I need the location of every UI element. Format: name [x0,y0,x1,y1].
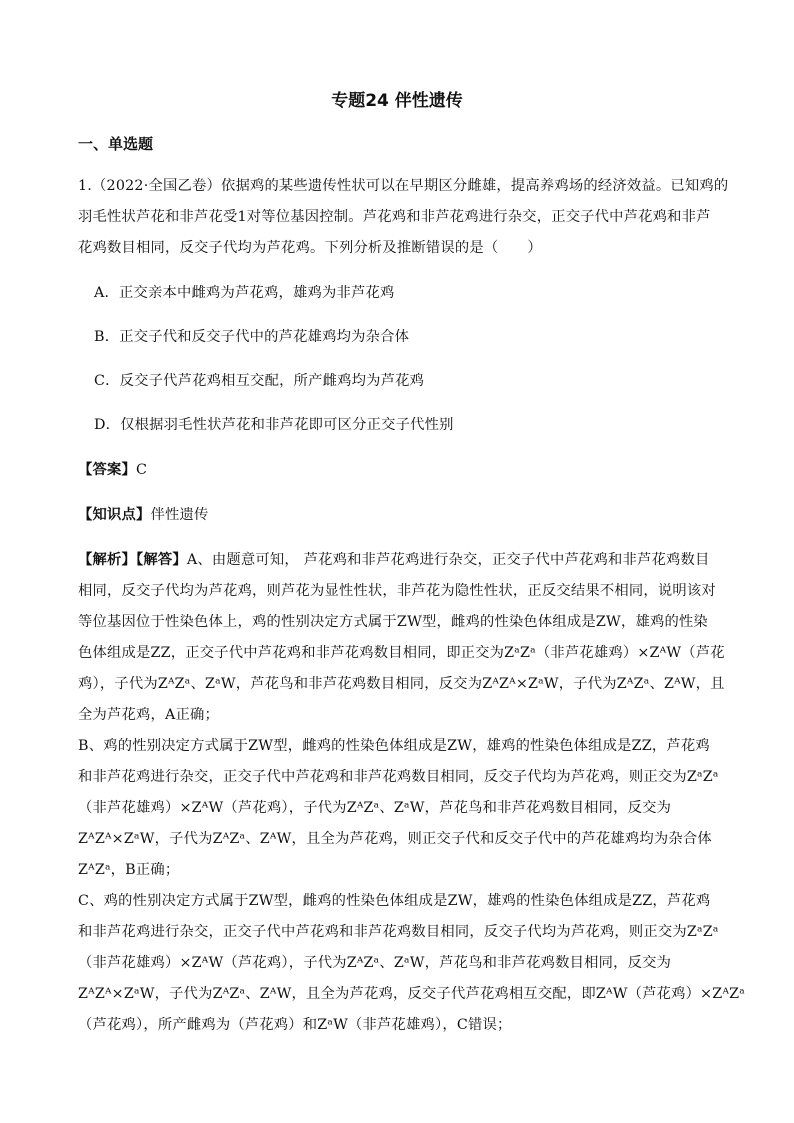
answer-label: 【答案】 [78,462,136,478]
question-line: 羽毛性状芦花和非芦花受1对等位基因控制。芦花鸡和非芦花鸡进行杂交，正交子代中芦花鸡和非芦 [78,209,711,225]
knowledge-label: 【知识点】 [78,507,151,523]
analysis-line: （芦花鸡），所产雌鸡为（芦花鸡）和ZᵃW（非芦花雄鸡），C错误； [78,1017,512,1033]
knowledge-value: 伴性遗传 [150,507,209,523]
analysis-line: 鸡），子代为ZᴬZᵃ、ZᵃW，芦花鸟和非芦花鸡数目相同，反交为ZᴬZᴬ×ZᵃW，子代为ZᴬZᵃ、ZᴬW，且 [78,676,725,692]
analysis-line: ZᴬZᴬ×ZᵃW，子代为ZᴬZᵃ、ZᴬW，且全为芦花鸡，反交子代芦花鸡相互交配，即ZᴬW（芦花鸡）×ZᴬZᵃ [78,986,745,1002]
knowledge-line [78,504,208,524]
analysis-line: 和非芦花鸡进行杂交，正交子代中芦花鸡和非芦花鸡数目相同，反交子代均为芦花鸡，则正交为ZᵃZᵃ [78,924,719,940]
analysis-line: B、鸡的性别决定方式属于ZW型，雌鸡的性染色体组成是ZW，雄鸡的性染色体组成是ZZ，芦花鸡 [78,738,710,754]
analysis-line: 和非芦花鸡进行杂交，正交子代中芦花鸡和非芦花鸡数目相同，反交子代均为芦花鸡，则正交为ZᵃZᵃ [78,769,719,785]
option-b: B．正交子代和反交子代中的芦花雄鸡均为杂合体 [94,329,410,345]
section-heading: 一、单选题 [78,135,154,153]
question-line: 花鸡数目相同，反交子代均为芦花鸡。下列分析及推断错误的是（ ） [78,240,542,256]
analysis-line: ZᴬZᵃ，B正确； [78,862,180,878]
answer-line [78,459,147,479]
analysis-line: 全为芦花鸡，A正确； [78,707,219,723]
answer-value: C [136,462,148,478]
analysis-label: 【解析】【解答】 [78,552,187,568]
analysis-line: 色体组成是ZZ，正交子代中芦花鸡和非芦花鸡数目相同，即正交为ZᵃZᵃ（非芦花雄鸡）×ZᴬW（芦花 [78,645,725,661]
analysis-text: A、由题意可知， 芦花鸡和非芦花鸡进行杂交，正交子代中芦花鸡和非芦花鸡数目 [186,552,710,568]
analysis-line [78,549,709,569]
analysis-line: 相同，反交子代均为芦花鸡，则芦花为显性性状，非芦花为隐性性状，正反交结果不相同，说明该对 [78,583,716,599]
analysis-line: ZᴬZᴬ×ZᵃW，子代为ZᴬZᵃ、ZᴬW，且全为芦花鸡，则正交子代和反交子代中的芦花雄鸡均为杂合体 [78,831,712,847]
option-a: A．正交亲本中雌鸡为芦花鸡，雄鸡为非芦花鸡 [94,285,395,301]
analysis-line: （非芦花雄鸡）×ZᴬW（芦花鸡），子代为ZᴬZᵃ、ZᵃW，芦花鸟和非芦花鸡数目相同，反交为 [78,955,672,971]
option-d: D．仅根据羽毛性状芦花和非芦花即可区分正交子代性别 [94,417,454,433]
analysis-line: （非芦花雄鸡）×ZᴬW（芦花鸡），子代为ZᴬZᵃ、ZᵃW，芦花鸟和非芦花鸡数目相同，反交为 [78,800,672,816]
page-title: 专题24 伴性遗传 [331,91,463,111]
analysis-line: 等位基因位于性染色体上，鸡的性别决定方式属于ZW型，雌鸡的性染色体组成是ZW，雄鸡的性染 [78,614,708,630]
analysis-line: C、鸡的性别决定方式属于ZW型，雌鸡的性染色体组成是ZW，雄鸡的性染色体组成是ZZ，芦花鸡 [78,893,711,909]
option-c: C．反交子代芦花鸡相互交配，所产雌鸡均为芦花鸡 [94,373,425,389]
question-line: 1.（2022·全国乙卷）依据鸡的某些遗传性状可以在早期区分雌雄，提高养鸡场的经济效益。已知鸡的 [78,178,729,194]
